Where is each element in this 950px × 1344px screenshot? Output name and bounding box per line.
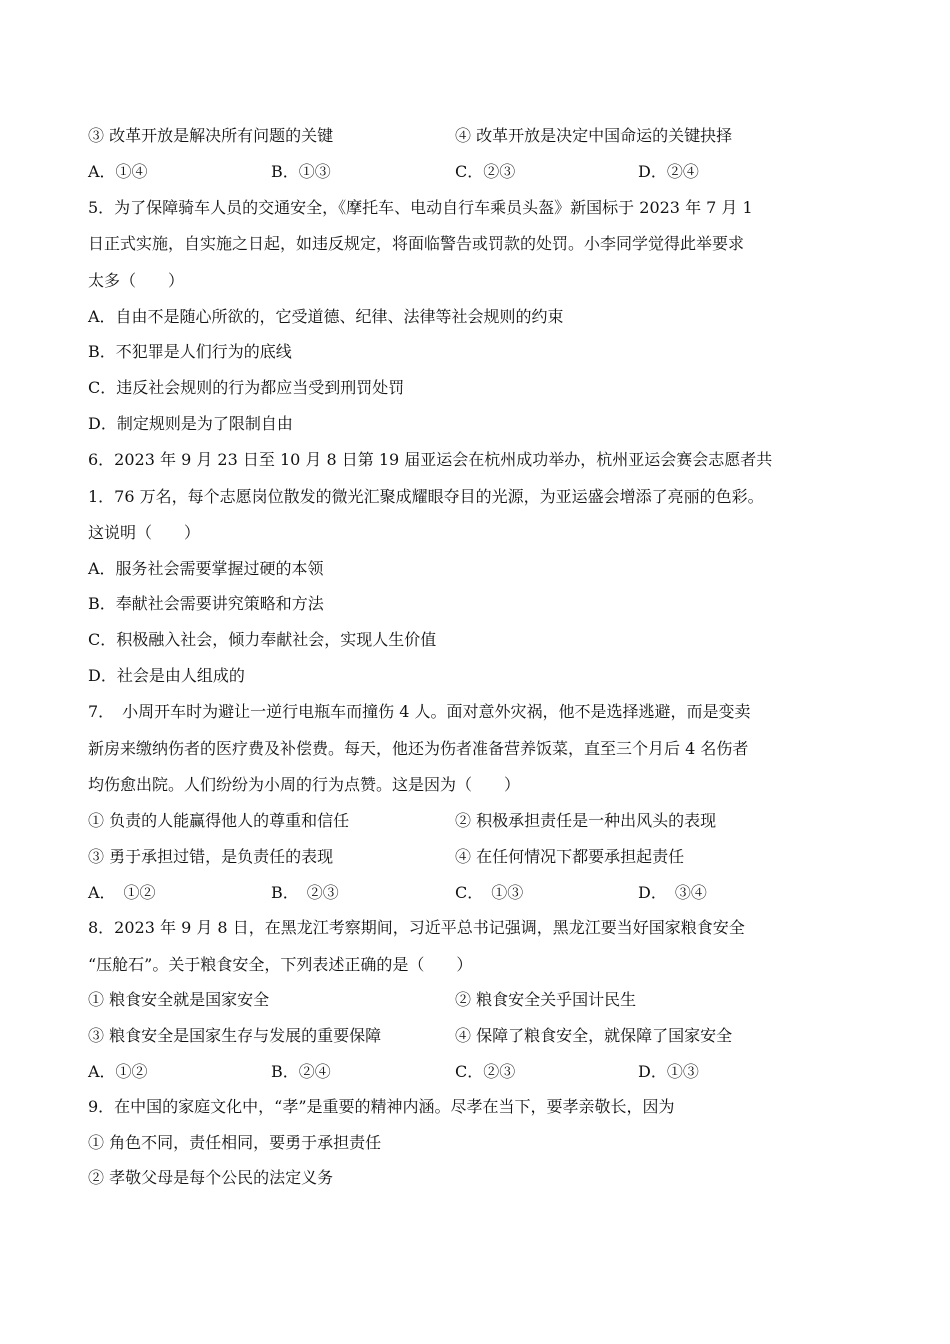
q5-option-b[interactable]: B．不犯罪是人们行为的底线 — [88, 342, 292, 361]
q6-option-c[interactable]: C．积极融入社会，倾力奉献社会，实现人生价值 — [88, 630, 437, 649]
q8-options — [88, 1062, 848, 1082]
q6-stem-line-2: 1．76 万名，每个志愿岗位散发的微光汇聚成耀眼夺目的光源，为亚运盛会增添了亮丽的色彩。 — [88, 487, 764, 506]
q4-item-3: ③ 改革开放是解决所有问题的关键 — [88, 126, 334, 145]
q9-item-1: ① 角色不同，责任相同，要勇于承担责任 — [88, 1133, 382, 1152]
q4-item-4: ④ 改革开放是决定中国命运的关键抉择 — [455, 126, 733, 145]
q7-item-2: ② 积极承担责任是一种出风头的表现 — [455, 811, 717, 830]
q7-option-b[interactable]: B． ②③ — [271, 883, 339, 902]
q6-stem-line-1: 6．2023 年 9 月 23 日至 10 月 8 日第 19 届亚运会在杭州成功举办，杭州亚运会赛会志愿者共 — [88, 450, 773, 469]
q7-option-d[interactable]: D． ③④ — [638, 883, 707, 902]
q8-option-d[interactable]: D．①③ — [638, 1062, 699, 1081]
q6-option-d[interactable]: D．社会是由人组成的 — [88, 666, 245, 685]
q5-stem-line-2: 日正式实施，自实施之日起，如违反规定，将面临警告或罚款的处罚。小李同学觉得此举要求 — [88, 234, 745, 253]
q4-option-a[interactable]: A．①④ — [88, 162, 148, 181]
q8-item-1: ① 粮食安全就是国家安全 — [88, 990, 270, 1009]
q4-options — [88, 162, 848, 182]
q6-stem-line-3: 这说明（ ） — [88, 523, 201, 542]
q7-options — [88, 883, 848, 903]
q7-stem-line-1: 7． 小周开车时为避让一逆行电瓶车而撞伤 4 人。面对意外灾祸，他不是选择逃避，而是变卖 — [88, 702, 751, 721]
q8-option-c[interactable]: C．②③ — [455, 1062, 516, 1081]
q4-option-c[interactable]: C．②③ — [455, 162, 516, 181]
q5-option-c[interactable]: C．违反社会规则的行为都应当受到刑罚处罚 — [88, 378, 405, 397]
q7-item-3: ③ 勇于承担过错，是负责任的表现 — [88, 847, 334, 866]
q6-option-a[interactable]: A．服务社会需要掌握过硬的本领 — [88, 559, 324, 578]
q4-option-b[interactable]: B．①③ — [271, 162, 331, 181]
q8-stem-line-1: 8．2023 年 9 月 8 日，在黑龙江考察期间，习近平总书记强调，黑龙江要当好国家粮食安全 — [88, 918, 745, 937]
q8-item-3: ③ 粮食安全是国家生存与发展的重要保障 — [88, 1026, 382, 1045]
q5-option-a[interactable]: A．自由不是随心所欲的，它受道德、纪律、法律等社会规则的约束 — [88, 307, 564, 326]
q8-option-a[interactable]: A．①② — [88, 1062, 148, 1081]
q8-option-b[interactable]: B．②④ — [271, 1062, 331, 1081]
q7-option-c[interactable]: C． ①③ — [455, 883, 524, 902]
q5-stem-line-1: 5．为了保障骑车人员的交通安全，《摩托车、电动自行车乘员头盔》新国标于 2023 年 7 月 1 — [88, 198, 753, 217]
q9-item-2: ② 孝敬父母是每个公民的法定义务 — [88, 1168, 334, 1187]
q5-option-d[interactable]: D．制定规则是为了限制自由 — [88, 414, 293, 433]
q7-stem-line-3: 均伤愈出院。人们纷纷为小周的行为点赞。这是因为（ ） — [88, 775, 521, 794]
q7-item-4: ④ 在任何情况下都要承担起责任 — [455, 847, 685, 866]
q8-item-2: ② 粮食安全关乎国计民生 — [455, 990, 637, 1009]
q4-option-d[interactable]: D．②④ — [638, 162, 699, 181]
q6-option-b[interactable]: B．奉献社会需要讲究策略和方法 — [88, 594, 324, 613]
q7-stem-line-2: 新房来缴纳伤者的医疗费及补偿费。每天，他还为伤者准备营养饭菜，直至三个月后 4 名伤者 — [88, 739, 749, 758]
q5-stem-line-3: 太多（ ） — [88, 271, 185, 290]
q8-item-4: ④ 保障了粮食安全，就保障了国家安全 — [455, 1026, 733, 1045]
q7-option-a[interactable]: A． ①② — [88, 883, 156, 902]
q8-stem-line-2: “压舱石”。关于粮食安全，下列表述正确的是（ ） — [88, 955, 473, 974]
q7-item-1: ① 负责的人能赢得他人的尊重和信任 — [88, 811, 350, 830]
q9-stem-line-1: 9．在中国的家庭文化中，“孝”是重要的精神内涵。尽孝在当下，要孝亲敬长，因为 — [88, 1097, 675, 1116]
